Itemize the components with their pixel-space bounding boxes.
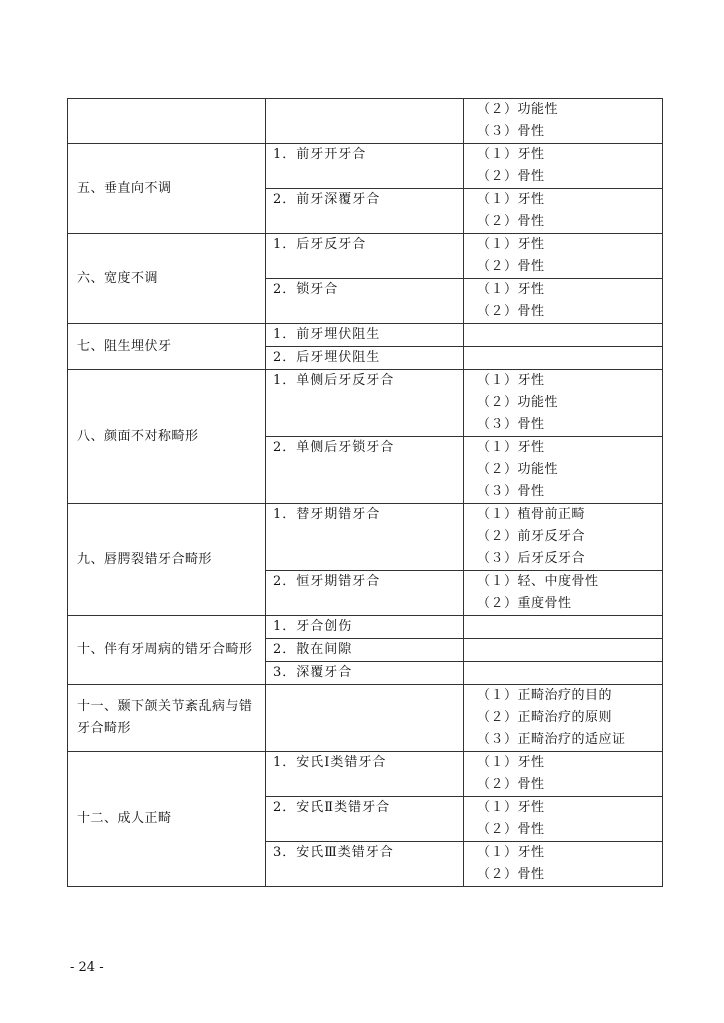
subtopic-label: 1．单侧后牙反牙合 [273, 373, 395, 388]
section-title-cell [68, 685, 266, 752]
subtopic-cell [266, 639, 464, 662]
detail-cell [464, 234, 663, 279]
detail-item: （２）骨性 [477, 214, 545, 229]
subtopic-label: 3．安氏Ⅲ类错牙合 [273, 845, 394, 860]
subtopic-cell [266, 685, 464, 752]
empty-line [464, 347, 662, 369]
section-title-cell [68, 99, 266, 144]
detail-item: （２）骨性 [477, 867, 545, 882]
detail-item: （１）牙性 [477, 440, 545, 455]
detail-cell [464, 347, 663, 370]
detail-cell [464, 99, 663, 144]
detail-cell [464, 504, 663, 571]
subtopic-cell [266, 370, 464, 437]
empty-line [464, 324, 662, 346]
subtopic-label: 2．散在间隙 [273, 642, 353, 657]
detail-cell [464, 324, 663, 347]
subtopic-label: 3．深覆牙合 [273, 665, 353, 680]
detail-item: （２）功能性 [477, 462, 559, 477]
subtopic-label: 1．牙合创伤 [273, 619, 353, 634]
section-title: 十、伴有牙周病的错牙合畸形 [77, 642, 253, 657]
detail-cell [464, 797, 663, 842]
detail-cell [464, 437, 663, 504]
detail-cell [464, 842, 663, 887]
detail-cell [464, 144, 663, 189]
table-row [68, 370, 663, 437]
subtopic-label: 1．前牙开牙合 [273, 147, 367, 162]
section-title: 六、宽度不调 [77, 270, 159, 286]
section-title-cell [68, 234, 266, 324]
detail-item: （１）牙性 [477, 800, 545, 815]
section-title-cell [68, 324, 266, 370]
table-row [68, 144, 663, 189]
section-title: 七、阻生埋伏牙 [77, 338, 172, 354]
subtopic-cell [266, 189, 464, 234]
syllabus-table-body [68, 99, 663, 887]
detail-cell [464, 639, 663, 662]
section-title: 八、颜面不对称畸形 [77, 428, 199, 444]
subtopic-cell [266, 662, 464, 685]
subtopic-label: 1．安氏Ⅰ类错牙合 [273, 755, 387, 770]
subtopic-cell [266, 797, 464, 842]
section-title [68, 119, 265, 123]
section-title-cell [68, 144, 266, 234]
detail-item: （２）骨性 [477, 304, 545, 319]
table-row [68, 616, 663, 639]
detail-item: （１）正畸治疗的目的 [477, 688, 613, 703]
subtopic-cell [266, 279, 464, 324]
empty-line [464, 616, 662, 638]
subtopic-label: 1．后牙反牙合 [273, 237, 367, 252]
subtopic-cell [266, 752, 464, 797]
section-title: 九、唇腭裂错牙合畸形 [77, 551, 213, 567]
detail-cell [464, 752, 663, 797]
subtopic-label: 2．恒牙期错牙合 [273, 574, 381, 589]
subtopic-label [266, 685, 463, 707]
detail-item: （１）牙性 [477, 192, 545, 207]
subtopic-label: 2．安氏Ⅱ类错牙合 [273, 800, 391, 815]
section-title-cell [68, 504, 266, 616]
table-row [68, 504, 663, 571]
detail-item: （３）骨性 [477, 484, 545, 499]
subtopic-cell [266, 842, 464, 887]
subtopic-cell [266, 234, 464, 279]
section-title-cell [68, 370, 266, 504]
detail-item: （１）牙性 [477, 147, 545, 162]
detail-item: （２）前牙反牙合 [477, 529, 586, 544]
detail-item: （２）骨性 [477, 822, 545, 837]
detail-item: （１）轻、中度骨性 [477, 574, 599, 589]
subtopic-label: 1．前牙埋伏阻生 [273, 327, 381, 342]
subtopic-cell [266, 99, 464, 144]
subtopic-cell [266, 616, 464, 639]
table-row [68, 685, 663, 752]
subtopic-label: 2．后牙埋伏阻生 [273, 350, 381, 365]
detail-item: （１）牙性 [477, 755, 545, 770]
table-row [68, 324, 663, 347]
detail-item: （２）骨性 [477, 777, 545, 792]
subtopic-cell [266, 504, 464, 571]
detail-item: （２）功能性 [477, 102, 559, 117]
subtopic-label: 2．前牙深覆牙合 [273, 192, 381, 207]
detail-cell [464, 189, 663, 234]
detail-item: （１）牙性 [477, 845, 545, 860]
detail-cell [464, 571, 663, 616]
section-title-cell [68, 616, 266, 685]
subtopic-label: 1．替牙期错牙合 [273, 507, 381, 522]
detail-item: （２）骨性 [477, 259, 545, 274]
detail-item: （３）骨性 [477, 417, 545, 432]
subtopic-label: 2．锁牙合 [273, 282, 339, 297]
subtopic-label [266, 99, 463, 121]
table-row [68, 99, 663, 144]
detail-item: （２）骨性 [477, 169, 545, 184]
detail-item: （３）骨性 [477, 124, 545, 139]
detail-item: （１）牙性 [477, 282, 545, 297]
detail-item: （２）功能性 [477, 395, 559, 410]
section-title-cell [68, 752, 266, 887]
section-title: 十二、成人正畸 [77, 811, 172, 826]
table-row [68, 752, 663, 797]
detail-item: （３）后牙反牙合 [477, 551, 586, 566]
section-title: 五、垂直向不调 [77, 180, 172, 196]
subtopic-cell [266, 571, 464, 616]
syllabus-table [67, 98, 663, 887]
detail-item: （３）正畸治疗的适应证 [477, 732, 626, 747]
detail-item: （１）牙性 [477, 373, 545, 388]
subtopic-label: 2．单侧后牙锁牙合 [273, 440, 395, 455]
detail-item: （２）正畸治疗的原则 [477, 710, 613, 725]
subtopic-cell [266, 437, 464, 504]
empty-line [464, 639, 662, 661]
empty-line [464, 662, 662, 684]
section-title: 十一、颞下颌关节紊乱病与错牙合畸形 [77, 699, 253, 736]
subtopic-cell [266, 144, 464, 189]
table-row [68, 234, 663, 279]
detail-cell [464, 616, 663, 639]
subtopic-cell [266, 324, 464, 347]
detail-cell [464, 279, 663, 324]
detail-cell [464, 662, 663, 685]
page-number: - 24 - [70, 960, 104, 975]
detail-item: （１）植骨前正畸 [477, 507, 586, 522]
detail-item: （１）牙性 [477, 237, 545, 252]
detail-item: （２）重度骨性 [477, 596, 572, 611]
detail-cell [464, 370, 663, 437]
detail-cell [464, 685, 663, 752]
subtopic-cell [266, 347, 464, 370]
